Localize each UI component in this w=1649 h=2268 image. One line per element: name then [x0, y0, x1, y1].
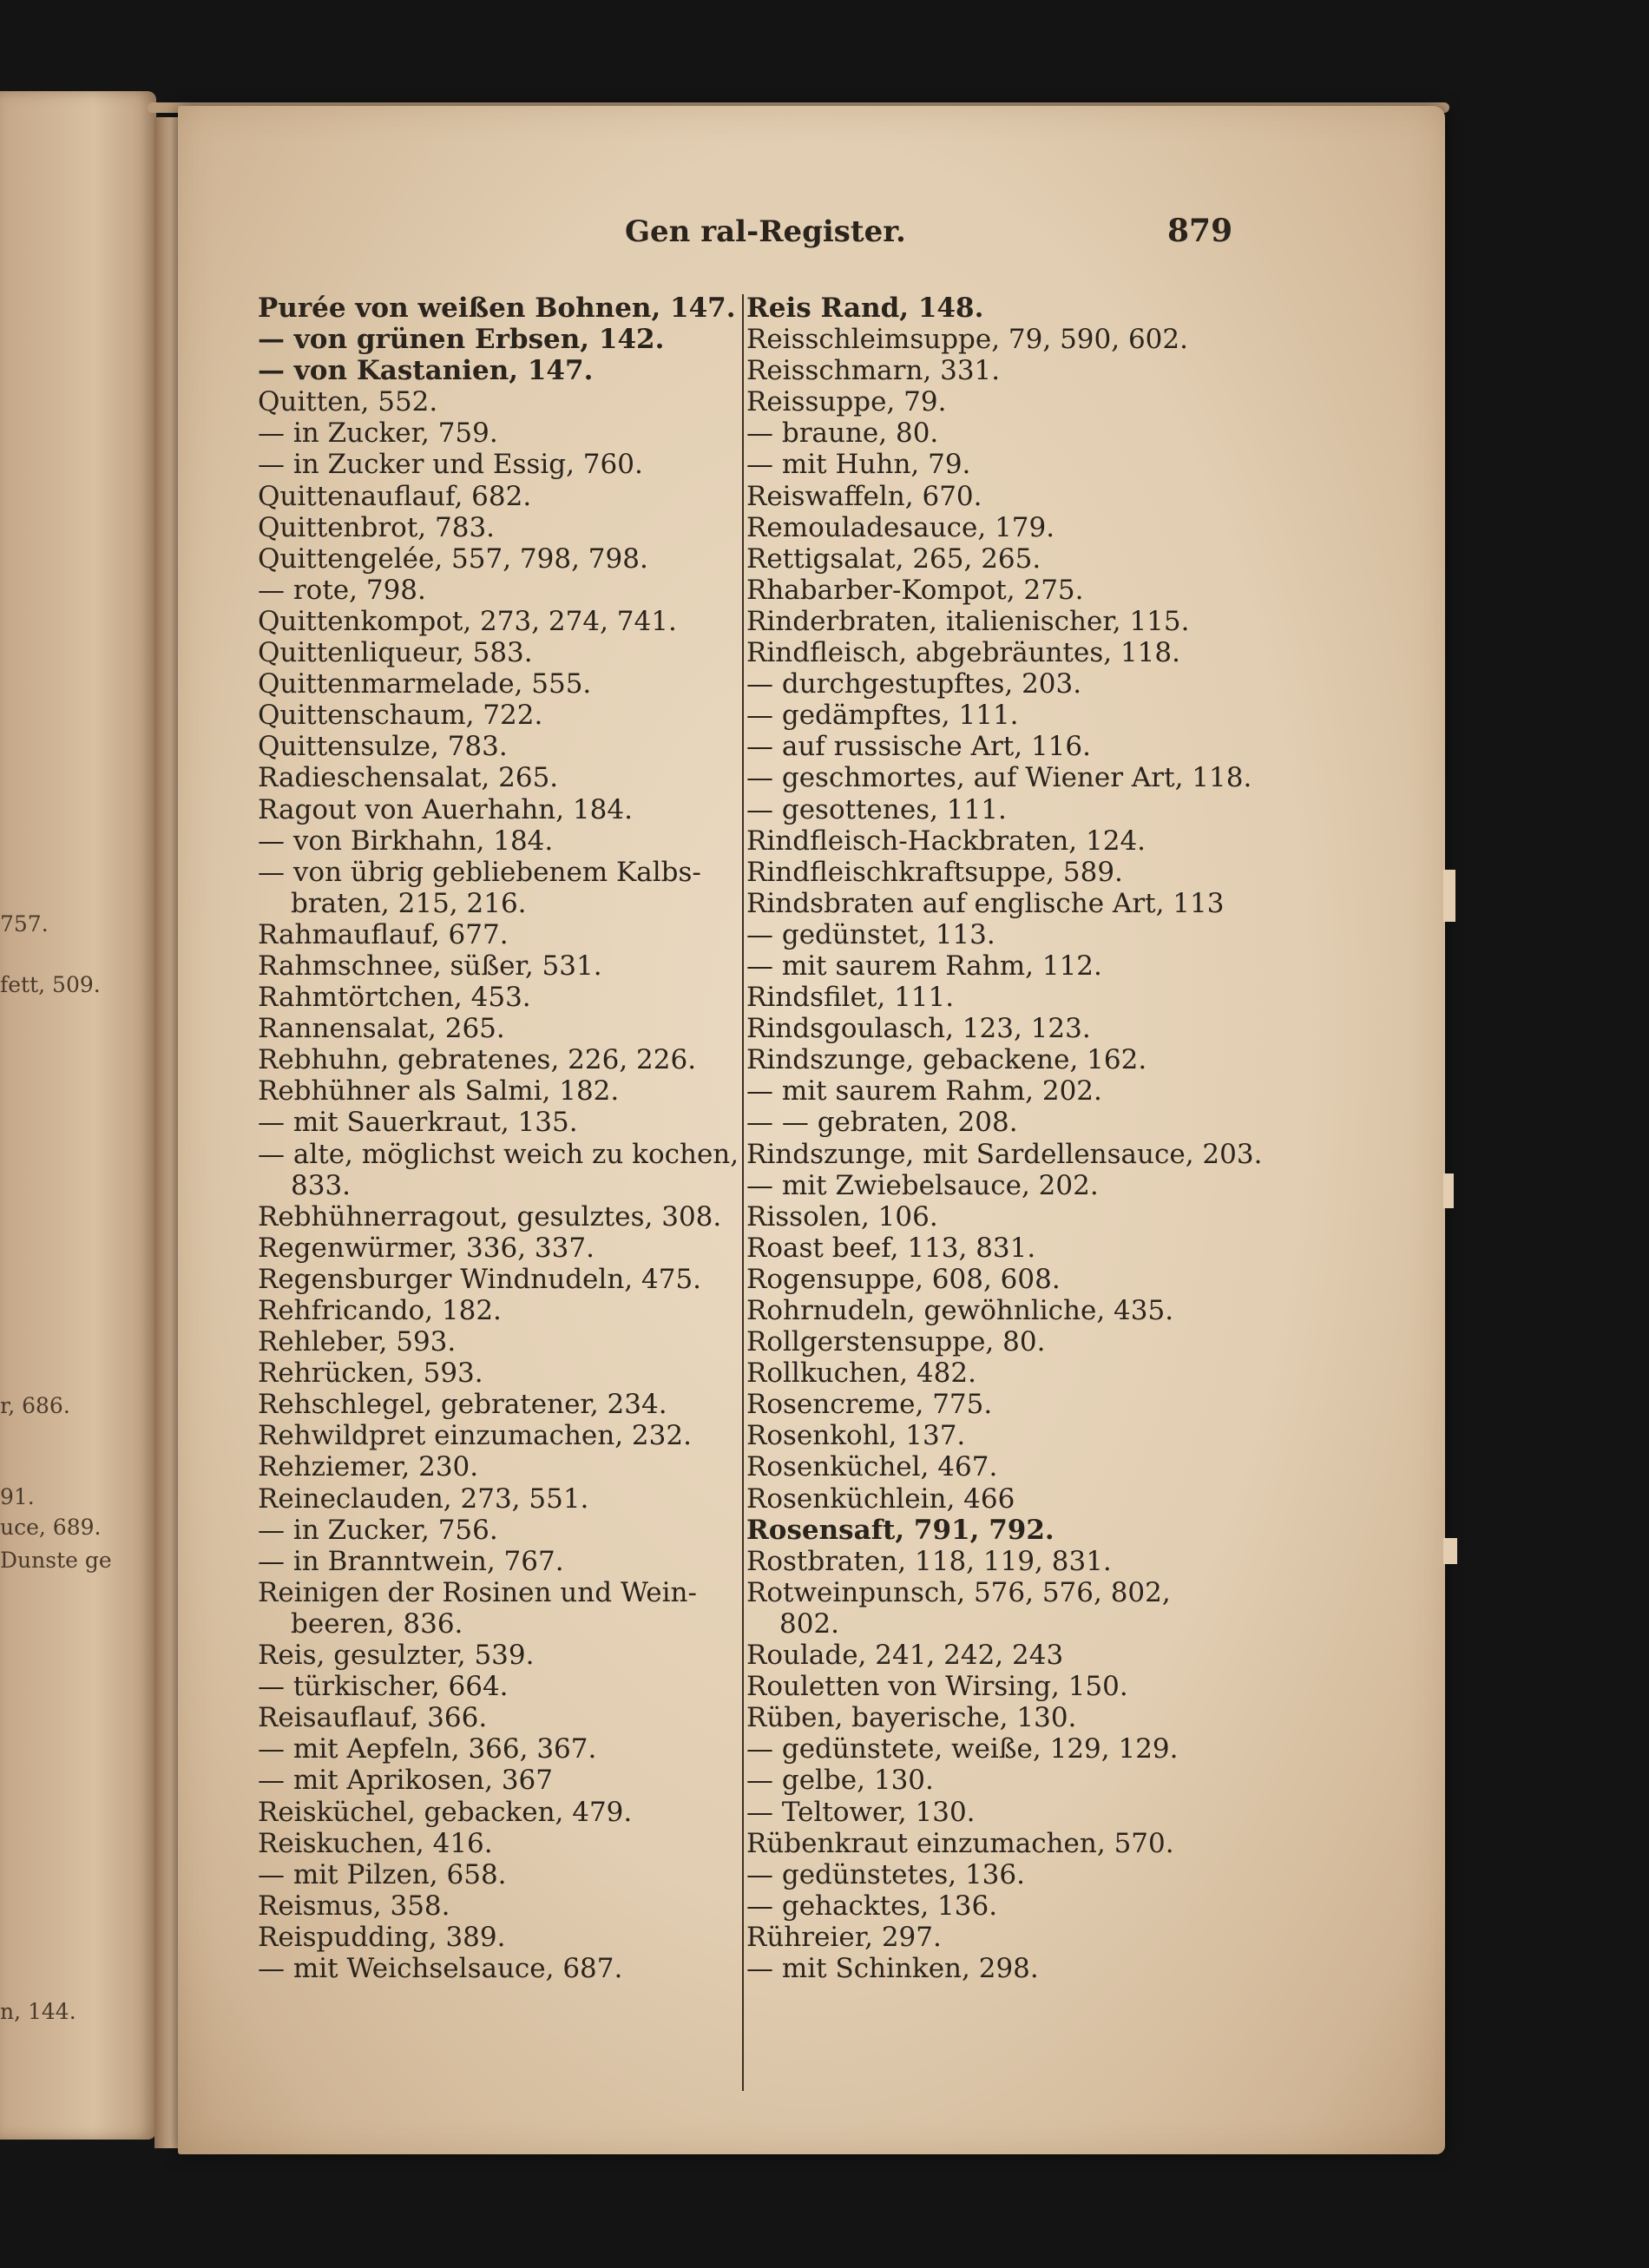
- index-entry: — gehacktes, 136.: [746, 1890, 998, 1922]
- index-entry: Rhabarber-Kompot, 275.: [746, 574, 1084, 606]
- index-entry: — gedünstete, weiße, 129, 129.: [746, 1733, 1179, 1765]
- index-entry: — gedünstetes, 136.: [746, 1858, 1025, 1890]
- index-entry: Rebhühner als Salmi, 182.: [258, 1075, 620, 1108]
- index-entry: Rannensalat, 265.: [258, 1013, 505, 1045]
- index-entry: Rosensaft, 791, 792.: [746, 1514, 1054, 1546]
- index-entry: Rebhühnerragout, gesulztes, 308.: [258, 1200, 722, 1233]
- index-entry: Rahmauflauf, 677.: [258, 918, 509, 950]
- index-entry: Rindsgoulasch, 123, 123.: [746, 1013, 1091, 1045]
- index-entry: — auf russische Art, 116.: [746, 731, 1091, 763]
- index-entry: — mit Aepfeln, 366, 367.: [258, 1733, 597, 1765]
- index-entry: — alte, möglichst weich zu kochen,: [258, 1138, 739, 1170]
- index-entry: Rostbraten, 118, 119, 831.: [746, 1545, 1112, 1577]
- index-entry: Rollgerstensuppe, 80.: [746, 1326, 1046, 1358]
- index-entry: — durchgestupftes, 203.: [746, 668, 1082, 700]
- index-entry: Rindszunge, mit Sardellensauce, 203.: [746, 1138, 1263, 1170]
- torn-edge: [1443, 1538, 1457, 1564]
- index-entry: — mit saurem Rahm, 202.: [746, 1075, 1102, 1108]
- index-entry: Rouletten von Wirsing, 150.: [746, 1671, 1128, 1703]
- index-entry: — braune, 80.: [746, 417, 939, 450]
- index-entry: Reis Rand, 148.: [746, 293, 984, 324]
- facing-page-fragment: 91.: [0, 1484, 35, 1509]
- index-entry: Rohrnudeln, gewöhnliche, 435.: [746, 1295, 1174, 1326]
- index-entry: Rehfricando, 182.: [258, 1295, 502, 1326]
- index-entry: Rosenkohl, 137.: [746, 1420, 966, 1452]
- index-entry: Rahmschnee, süßer, 531.: [258, 950, 602, 982]
- index-entry: Rollkuchen, 482.: [746, 1358, 976, 1390]
- index-entry: Quittengelée, 557, 798, 798.: [258, 542, 648, 575]
- facing-page-fragment: r, 686.: [0, 1393, 70, 1418]
- index-entry: Rettigsalat, 265, 265.: [746, 542, 1041, 575]
- index-entry: — mit Weichselsauce, 687.: [258, 1952, 623, 1984]
- index-entry: Purée von weißen Bohnen, 147.: [258, 293, 736, 324]
- index-entry: — gedünstet, 113.: [746, 918, 995, 950]
- facing-page-fragment: Dunste ge: [0, 1548, 112, 1573]
- index-entry: Rüben, bayerische, 130.: [746, 1702, 1077, 1734]
- facing-page-fragment: 757.: [0, 911, 49, 937]
- index-entry: Remouladesauce, 179.: [746, 511, 1055, 543]
- index-column-right: [746, 293, 1263, 1984]
- index-entry: — gelbe, 130.: [746, 1765, 934, 1797]
- index-entry: Reineclauden, 273, 551.: [258, 1482, 589, 1515]
- torn-edge: [1443, 870, 1455, 922]
- index-entry: Reisschmarn, 331.: [746, 355, 1001, 387]
- index-entry: 802.: [779, 1607, 840, 1640]
- index-entry: Reispudding, 389.: [258, 1921, 506, 1953]
- index-entry: — geschmortes, auf Wiener Art, 118.: [746, 762, 1252, 794]
- index-entry: Rinderbraten, italienischer, 115.: [746, 605, 1190, 637]
- facing-page-edge: [0, 91, 156, 2140]
- index-entry: — rote, 798.: [258, 574, 426, 606]
- page-number: 879: [1167, 213, 1233, 249]
- index-entry: Quittenschaum, 722.: [258, 700, 543, 732]
- index-entry: — gesottenes, 111.: [746, 793, 1007, 825]
- index-entry: — in Zucker und Essig, 760.: [258, 449, 643, 481]
- index-entry: Reinigen der Rosinen und Wein-: [258, 1576, 697, 1608]
- index-entry: Rindfleisch, abgebräuntes, 118.: [746, 637, 1180, 669]
- index-entry: Rehziemer, 230.: [258, 1451, 479, 1483]
- index-entry: — von Kastanien, 147.: [258, 355, 594, 387]
- index-entry: Quittensulze, 783.: [258, 731, 508, 763]
- index-entry: Reisschleimsuppe, 79, 590, 602.: [746, 324, 1188, 356]
- facing-page-fragment: uce, 689.: [0, 1515, 102, 1540]
- index-entry: — mit Pilzen, 658.: [258, 1858, 507, 1890]
- index-entry: Rindsfilet, 111.: [746, 982, 955, 1014]
- index-entry: Rindszunge, gebackene, 162.: [746, 1044, 1147, 1076]
- index-entry: Quittenkompot, 273, 274, 741.: [258, 605, 677, 637]
- index-entry: Rübenkraut einzumachen, 570.: [746, 1827, 1174, 1859]
- index-entry: Reismus, 358.: [258, 1890, 450, 1922]
- index-entry: — in Zucker, 756.: [258, 1514, 498, 1546]
- index-entry: Quitten, 552.: [258, 386, 438, 418]
- index-entry: Ragout von Auerhahn, 184.: [258, 793, 633, 825]
- index-entry: — von übrig gebliebenem Kalbs-: [258, 856, 701, 888]
- index-entry: Rindfleischkraftsuppe, 589.: [746, 856, 1123, 888]
- index-entry: Reissuppe, 79.: [746, 386, 947, 418]
- index-entry: Reiswaffeln, 670.: [746, 480, 982, 512]
- index-entry: Rahmtörtchen, 453.: [258, 982, 531, 1014]
- index-entry: — — gebraten, 208.: [746, 1107, 1018, 1139]
- index-entry: — mit saurem Rahm, 112.: [746, 950, 1102, 982]
- index-entry: — in Zucker, 759.: [258, 417, 498, 450]
- index-entry: — in Branntwein, 767.: [258, 1545, 564, 1577]
- page-header: [178, 214, 1445, 258]
- index-entry: Reiskuchen, 416.: [258, 1827, 493, 1859]
- index-entry: Quittenauflauf, 682.: [258, 480, 532, 512]
- index-entry: — gedämpftes, 111.: [746, 700, 1019, 732]
- index-entry: Rogensuppe, 608, 608.: [746, 1263, 1061, 1295]
- index-entry: Regensburger Windnudeln, 475.: [258, 1263, 702, 1295]
- index-entry: Radieschensalat, 265.: [258, 762, 559, 794]
- index-entry: Reisküchel, gebacken, 479.: [258, 1796, 633, 1828]
- index-entry: — mit Huhn, 79.: [746, 449, 971, 481]
- index-entry: Rosencreme, 775.: [746, 1389, 993, 1421]
- index-entry: Rebhuhn, gebratenes, 226, 226.: [258, 1044, 697, 1076]
- index-entry: Reisauflauf, 366.: [258, 1702, 488, 1734]
- index-entry: — mit Schinken, 298.: [746, 1952, 1039, 1984]
- index-column-left: [258, 293, 744, 1984]
- index-entry: Reis, gesulzter, 539.: [258, 1640, 535, 1672]
- index-entry: Rosenküchel, 467.: [746, 1451, 998, 1483]
- index-entry: Quittenliqueur, 583.: [258, 637, 533, 669]
- index-entry: — türkischer, 664.: [258, 1671, 509, 1703]
- index-entry: — von Birkhahn, 184.: [258, 825, 554, 857]
- index-page: [178, 106, 1445, 2154]
- index-entry: — von grünen Erbsen, 142.: [258, 324, 665, 356]
- index-entry: Regenwürmer, 336, 337.: [258, 1232, 595, 1264]
- column-divider: [742, 294, 744, 2091]
- index-entry: 833.: [291, 1169, 351, 1201]
- index-entry: Rehwildpret einzumachen, 232.: [258, 1420, 692, 1452]
- index-entry: Quittenmarmelade, 555.: [258, 668, 592, 700]
- index-entry: Roulade, 241, 242, 243: [746, 1640, 1064, 1672]
- index-entry: — mit Aprikosen, 367: [258, 1765, 553, 1797]
- facing-page-fragment: n, 144.: [0, 1999, 76, 2024]
- index-entry: Rehleber, 593.: [258, 1326, 457, 1358]
- running-title: Gen ral-Register.: [625, 214, 906, 249]
- torn-edge: [1443, 1173, 1454, 1208]
- index-entry: Rühreier, 297.: [746, 1921, 942, 1953]
- index-entry: Roast beef, 113, 831.: [746, 1232, 1036, 1264]
- index-entry: braten, 215, 216.: [291, 887, 527, 919]
- index-entry: — mit Sauerkraut, 135.: [258, 1107, 578, 1139]
- index-entry: Rosenküchlein, 466: [746, 1482, 1015, 1515]
- index-entry: — Teltower, 130.: [746, 1796, 976, 1828]
- index-entry: Rissolen, 106.: [746, 1200, 938, 1233]
- index-entry: Rehschlegel, gebratener, 234.: [258, 1389, 667, 1421]
- index-entry: — mit Zwiebelsauce, 202.: [746, 1169, 1099, 1201]
- index-entry: Rehrücken, 593.: [258, 1358, 483, 1390]
- index-entry: Rindfleisch-Hackbraten, 124.: [746, 825, 1146, 857]
- facing-page-fragment: fett, 509.: [0, 972, 101, 997]
- index-entry: Rotweinpunsch, 576, 576, 802,: [746, 1576, 1171, 1608]
- index-entry: Rindsbraten auf englische Art, 113: [746, 887, 1225, 919]
- index-entry: beeren, 836.: [291, 1607, 463, 1640]
- index-entry: Quittenbrot, 783.: [258, 511, 496, 543]
